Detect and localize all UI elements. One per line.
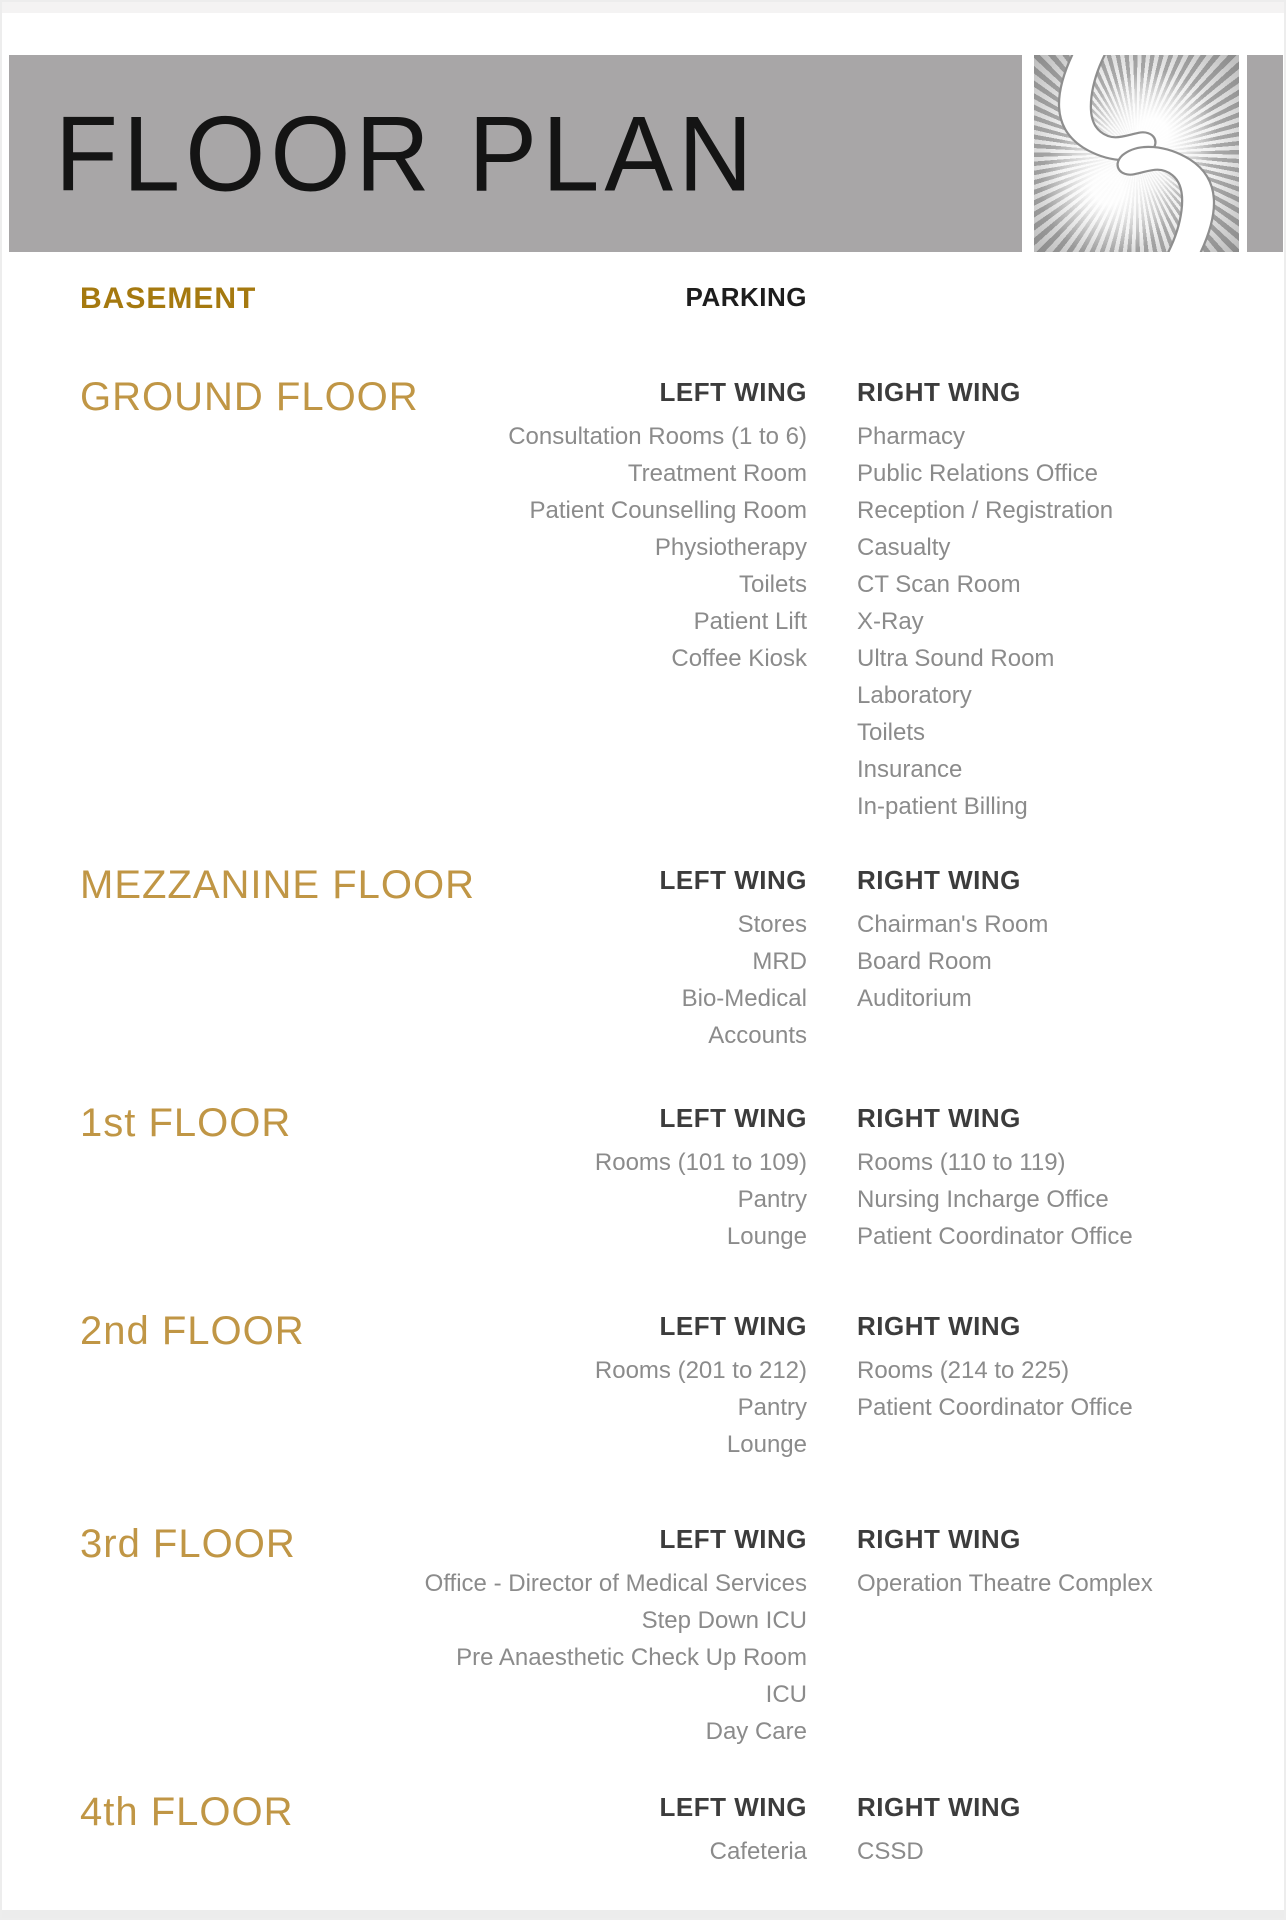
room-item: Treatment Room [627,460,807,487]
room-item: Pharmacy [857,423,966,450]
floor-title-mezzanine: MEZZANINE FLOOR [80,863,476,907]
title-banner [9,55,1022,252]
ground-left-wing [2,375,807,825]
room-item: Toilets [738,571,807,598]
room-item: Accounts [708,1022,807,1049]
first-right-wing [857,1101,1284,1255]
floor-title-1st: 1st FLOOR [80,1101,292,1145]
room-item: Reception / Registration [857,497,1114,524]
room-item: Insurance [857,756,963,783]
room-item: Rooms (214 to 225) [857,1357,1070,1384]
room-item: Pantry [737,1186,807,1213]
page-title: FLOOR PLAN [55,93,758,214]
left-wing-header: LEFT WING [659,1103,807,1133]
room-item: Lounge [726,1223,807,1250]
room-item: Consultation Rooms (1 to 6) [508,423,807,450]
right-wing-header: RIGHT WING [857,865,1021,895]
basement-right-wing [857,280,1284,323]
page-bottom-edge [2,1910,1284,1918]
room-item: Day Care [705,1718,807,1745]
floor-title-ground: GROUND FLOOR [80,375,419,419]
room-item: CSSD [857,1838,924,1865]
right-wing-header: RIGHT WING [857,1524,1021,1554]
room-item: Rooms (201 to 212) [594,1357,807,1384]
fourth-right-wing [857,1790,1284,1870]
room-item: MRD [752,948,807,975]
room-item: Nursing Incharge Office [857,1186,1109,1213]
room-item: Rooms (101 to 109) [594,1149,807,1176]
room-item: Stores [737,911,807,938]
room-item: Cafeteria [709,1838,807,1865]
floor-section-mezzanine [2,863,1284,1054]
room-item: Ultra Sound Room [857,645,1055,672]
ground-right-wing [857,375,1284,825]
room-item: Step Down ICU [641,1607,807,1634]
room-item: Coffee Kiosk [671,645,807,672]
header-banner-row [9,55,1279,252]
room-item: Patient Coordinator Office [857,1394,1133,1421]
right-wing-header: RIGHT WING [857,1792,1021,1822]
room-item: Auditorium [857,985,972,1012]
room-item: ICU [765,1681,807,1708]
right-wing-header: RIGHT WING [857,1103,1021,1133]
right-wing-header: RIGHT WING [857,377,1021,407]
page-top-edge [2,2,1284,13]
floor-title-basement: BASEMENT [80,282,257,315]
hands-logo [1034,55,1239,252]
room-item: In-patient Billing [857,793,1028,820]
room-item: CT Scan Room [857,571,1021,598]
room-item: Pre Anaesthetic Check Up Room [456,1644,807,1671]
room-item: Patient Coordinator Office [857,1223,1133,1250]
room-item: Office - Director of Medical Services [424,1570,807,1597]
room-item: Laboratory [857,682,972,709]
second-right-wing [857,1309,1284,1463]
left-wing-header: LEFT WING [659,1311,807,1341]
hands-icon [1034,55,1239,252]
left-wing-header: LEFT WING [659,1524,807,1554]
floor-section-3rd [2,1522,1284,1750]
right-gray-strip [1247,55,1283,252]
floor-title-4th: 4th FLOOR [80,1790,294,1834]
room-item: Patient Lift [693,608,807,635]
right-wing-header: RIGHT WING [857,1311,1021,1341]
parking-label: PARKING [685,282,807,312]
floor-section-1st [2,1101,1284,1255]
room-item: Lounge [726,1431,807,1458]
floor-section-basement [2,280,1284,323]
room-item: Board Room [857,948,992,975]
left-wing-header: LEFT WING [659,1792,807,1822]
room-item: Pantry [737,1394,807,1421]
mezzanine-right-wing [857,863,1284,1054]
room-item: Physiotherapy [654,534,807,561]
room-item: Casualty [857,534,951,561]
room-item: Toilets [857,719,926,746]
room-item: Rooms (110 to 119) [857,1149,1066,1176]
room-item: Patient Counselling Room [529,497,807,524]
floor-title-2nd: 2nd FLOOR [80,1309,305,1353]
left-wing-header: LEFT WING [659,377,807,407]
floor-title-3rd: 3rd FLOOR [80,1522,296,1566]
third-right-wing [857,1522,1284,1750]
room-item: X-Ray [857,608,924,635]
room-item: Operation Theatre Complex [857,1570,1153,1597]
floor-section-2nd [2,1309,1284,1463]
floor-section-ground [2,375,1284,825]
room-item: Chairman's Room [857,911,1049,938]
left-wing-header: LEFT WING [659,865,807,895]
room-item: Bio-Medical [681,985,807,1012]
floor-section-4th [2,1790,1284,1870]
room-item: Public Relations Office [857,460,1099,487]
